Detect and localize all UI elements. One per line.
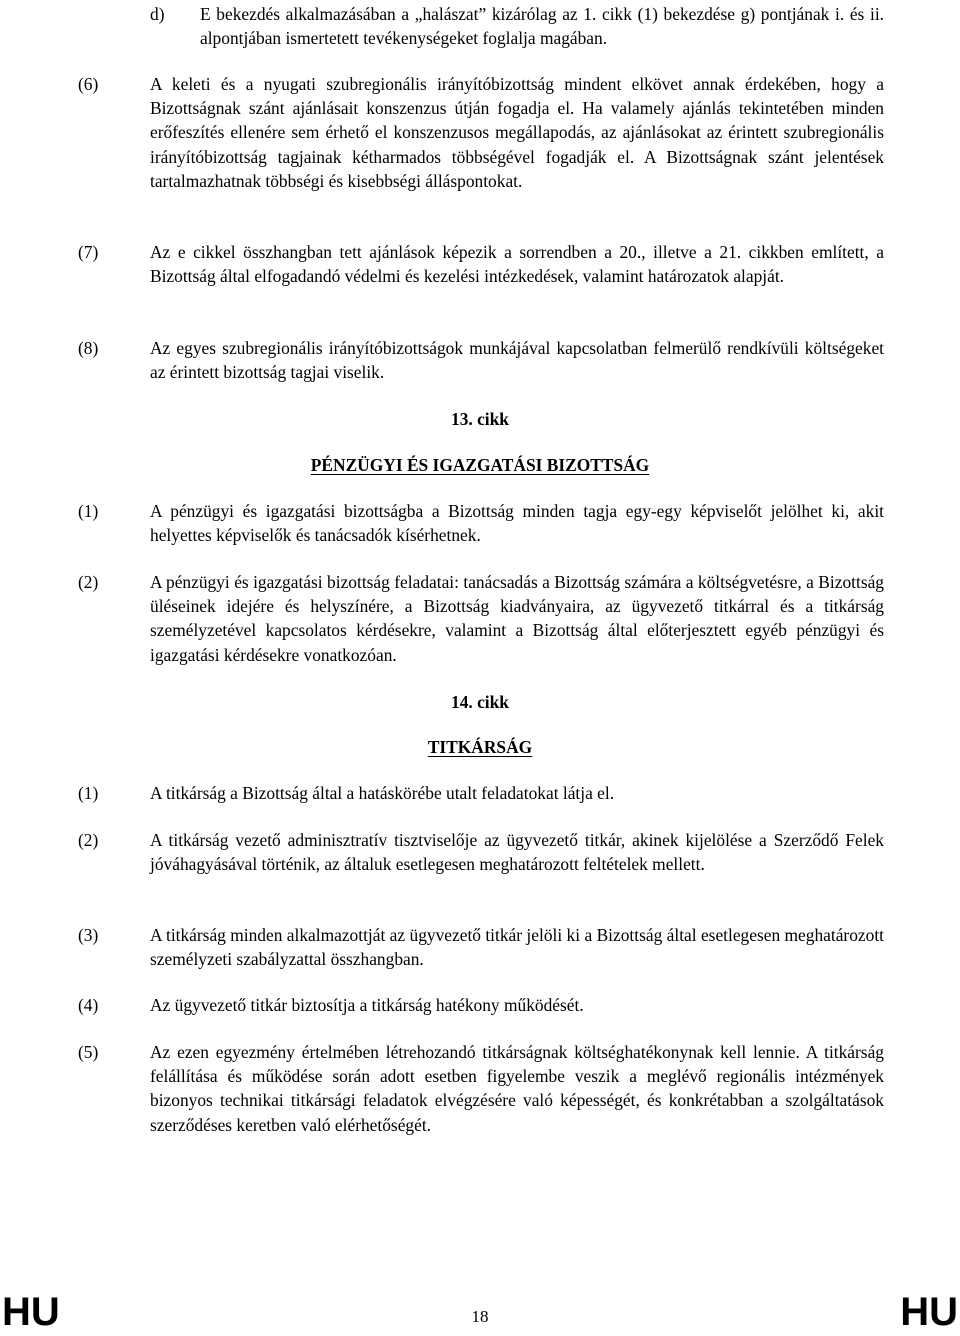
paragraph-number: (7) [78, 242, 99, 262]
paragraph-number: (5) [78, 1042, 99, 1062]
article-14-paragraph-3 [78, 923, 884, 971]
list-item-label: d) [150, 4, 165, 24]
page-number: 18 [471, 1307, 489, 1326]
paragraph-number: (3) [78, 925, 99, 945]
article-14-paragraph-5 [78, 1040, 884, 1137]
paragraph-number: (1) [78, 783, 99, 803]
paragraph-8 [78, 336, 884, 384]
paragraph-number: (2) [78, 572, 99, 592]
paragraph-text: Az e cikkel összhangban tett ajánlások képezik a sorrendben a 20., illetve a 21. cikkben említett, a Bizottság által elfogadandó védelmi és kezelési intézkedések, valamint határozatok alapját. [150, 242, 884, 287]
paragraph-number: (8) [78, 338, 99, 358]
paragraph-text: Az egyes szubregionális irányítóbizottságok munkájával kapcsolatban felmerülő rendkívüli költségeket az érintett bizottság tagjai viselik. [150, 338, 884, 383]
paragraph-number: (6) [78, 74, 99, 94]
paragraph-text: A pénzügyi és igazgatási bizottságba a Bizottság minden tagja egy-egy képviselőt jelölhet ki, akit helyettes képviselők és tanácsadók kísérhetnek. [150, 501, 884, 546]
footer-language-left: HU [2, 1290, 60, 1334]
paragraph-number: (2) [78, 830, 99, 850]
paragraph-7 [78, 240, 884, 288]
paragraph-number: (1) [78, 501, 99, 521]
paragraph-text: Az ezen egyezmény értelmében létrehozandó titkárságnak költséghatékonynak kell lennie. A titkárság felállítása és működése során adott esetben figyelembe veszik a meglévő regionális intézmények bizonyos technikai titkársági feladatok elvégzésére való képességét, és konkrétabban a szolgáltatások szerződéses keretben való elérhetőségét. [150, 1042, 884, 1135]
paragraph-text: A pénzügyi és igazgatási bizottság feladatai: tanácsadás a Bizottság számára a költségvetésre, a Bizottság üléseinek idejére és helyszínére, a Bizottság kiadványaira, az ügyvezető titkárral és a titkárság személyzetével kapcsolatos kérdésekre, valamint a Bizottság által előterjesztett egyéb pénzügyi és igazgatási kérdésekre vonatkozóan. [150, 572, 884, 665]
list-item-d [150, 2, 884, 50]
article-13-paragraph-1 [78, 499, 884, 547]
article-14-paragraph-2 [78, 828, 884, 876]
footer-language-right: HU [900, 1290, 958, 1334]
paragraph-6 [78, 72, 884, 193]
paragraph-text: A titkárság vezető adminisztratív tisztviselője az ügyvezető titkár, akinek kijelölése a Szerződő Felek jóváhagyásával történik, az általuk esetlegesen meghatározott feltételek mellett. [150, 830, 884, 875]
paragraph-text: A keleti és a nyugati szubregionális irányítóbizottság mindent elkövet annak érdekében, hogy a Bizottságnak szánt ajánlásait konszenzus útján fogadja el. Ha valamely ajánlás tekintetében minden erőfeszítés ellenére sem érhető el konszenzusos megállapodás, az ajánlásokat az érintett szubregionális irányítóbizottság tagjainak kétharmados többségével fogadják el. A Bizottságnak szánt jelentések tartalmazhatnak többségi és kisebbségi álláspontokat. [150, 74, 884, 191]
article-14-paragraph-1 [78, 781, 884, 805]
article-14-paragraph-4 [78, 993, 884, 1017]
article-14-number: 14. cikk [451, 692, 509, 712]
article-13-paragraph-2 [78, 570, 884, 667]
list-item-text: E bekezdés alkalmazásában a „halászat” kizárólag az 1. cikk (1) bekezdése g) pontjának i. és ii. alpontjában ismertetett tevékenységeket foglalja magában. [200, 4, 884, 49]
article-13-number: 13. cikk [451, 409, 509, 429]
paragraph-number: (4) [78, 995, 99, 1015]
paragraph-text: Az ügyvezető titkár biztosítja a titkárság hatékony működését. [150, 995, 584, 1015]
article-14-title: TITKÁRSÁG [427, 737, 533, 757]
article-13-title: PÉNZÜGYI ÉS IGAZGATÁSI BIZOTTSÁG [310, 455, 650, 475]
paragraph-text: A titkárság minden alkalmazottját az ügyvezető titkár jelöli ki a Bizottság által esetlegesen meghatározott személyzeti szabályzattal összhangban. [150, 925, 884, 970]
paragraph-text: A titkárság a Bizottság által a hatáskörébe utalt feladatokat látja el. [150, 783, 615, 803]
